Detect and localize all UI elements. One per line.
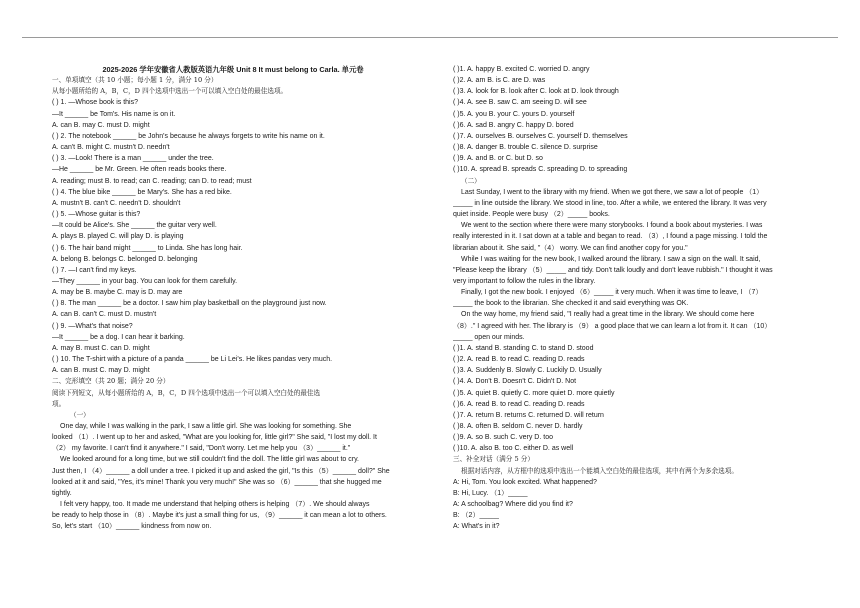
left-text-line: ( ) 3. —Look! There is a man ______ under the tree. [52,155,214,163]
right-text-line: ( )1. A. happy B. excited C. worried D. angry [453,66,590,73]
left-text-line: —It could be Alice's. She ______ the guitar very well. [52,222,217,230]
right-text-line: While I was waiting for the new book, I walked around the library. I saw a sign on the wall. It said, [461,255,761,263]
left-text-line: ( ) 10. The T-shirt with a picture of a panda ______ be Li Lei's. He likes pandas very much. [52,356,333,364]
right-text-line: _____ the book to the librarian. She checked it and said everything was OK. [453,300,689,308]
left-text-line: A. mustn't B. can't C. needn't D. shouldn't [52,199,181,207]
left-text-line: 一、单项填空（共 10 小题；每小题 1 分，满分 10 分） [52,76,218,85]
left-text-line: ( ) 6. The hair band might ______ to Linda. She has long hair. [52,244,243,252]
right-text-line: _____ open our minds. [453,333,525,341]
right-text-line: very important to follow the rules in the library. [453,277,596,285]
left-text-line: A. may B. must C. can D. might [52,344,150,352]
right-text-line: We went to the section where there were many storybooks. I found a book about mysteries. I was [461,222,763,230]
left-text-line: —He ______ be Mr. Green. He often reads books there. [52,166,227,174]
left-text-line: —They ______ in your bag. You can look for them carefully. [52,277,238,285]
right-text-line: 根据对话内容，从方框中的选项中选出一个能填入空白处的最佳选项，其中有两个为多余选项。 [461,466,738,475]
header-rule [22,37,838,38]
right-text-line: B: Hi, Lucy. （1）_____ [453,489,528,497]
right-text-line: ( )1. A. stand B. standing C. to stand D. stood [453,344,594,352]
left-column [52,64,414,533]
left-text-line: A. can B. may C. must D. might [52,121,150,129]
left-text-line: ( ) 7. —I can't find my keys. [52,266,137,274]
right-text-line: ( )5. A. you B. your C. yours D. yourself [453,110,575,118]
right-text-line: really interested in it. I sat down at a table and began to read. （3）, I found a page missing. I told the [453,233,768,241]
left-text-line: A. plays B. played C. will play D. is playing [52,233,184,241]
left-text-line: looked （1）. I went up to her and asked, "What are you looking for, little girl?" She said, "I lost my doll. It [52,434,377,442]
right-text-line: _____ in line outside the library. We stood in line, too. After a while, we entered the library. It was very [453,199,767,207]
left-text-line: I felt very happy, too. It made me understand that helping others is helping （7）. We should always [60,501,370,509]
right-text-line: librarian about it. She said, "（4） worry. We can find another copy for you." [453,244,688,252]
left-text-line: tightly. [52,489,72,497]
left-text-line: A. reading; must B. to read; can C. reading; can D. to read; must [52,177,252,185]
right-text-line: ( )2. A. am B. is C. are D. was [453,77,546,85]
left-text-line: A. can B. must C. may D. might [52,367,150,375]
left-text-line: So, let's start （10）______ kindness from now on. [52,523,212,531]
left-text-line: （一） [70,410,90,419]
right-text-line: A: Hi, Tom. You look excited. What happened? [453,478,597,486]
left-text-line: A. can't B. might C. mustn't D. needn't [52,144,170,152]
right-text-line: A: A schoolbag? Where did you find it? [453,501,573,509]
left-text-line: 从每小题所给的 A，B，C，D 四个选项中选出一个可以填入空白处的最佳选项。 [52,87,288,96]
right-text-line: ( )10. A. spread B. spreads C. spreading D. to spreading [453,166,628,174]
left-text-line: ( ) 1. —Whose book is this? [52,99,138,107]
left-text-line: A. can B. can't C. must D. mustn't [52,311,157,319]
right-text-line: （二） [461,176,481,185]
right-text-line: （8）." I agreed with her. The library is （9） a good place that we can learn a lot from it. It can （10） [453,322,772,330]
left-text-line: —It ______ be a dog. I can hear it barking. [52,333,185,341]
page-title: 2025-2026 学年安徽省人教版英语九年级 Unit 8 It must belong to Carla. 单元卷 [102,65,364,74]
right-text-line: ( )6. A. read B. to read C. reading D. reads [453,400,585,408]
right-column [453,64,809,533]
left-text-line: A. may be B. maybe C. may is D. may are [52,289,183,297]
right-text-line: ( )10. A. also B. too C. either D. as well [453,445,574,453]
right-text-line: ( )5. A. quiet B. quietly C. more quiet D. more quietly [453,389,615,397]
right-text-line: B: （2）_____ [453,512,499,520]
right-text-line: Last Sunday, I went to the library with my friend. When we got there, we saw a lot of people （1） [461,188,764,196]
left-text-line: （2） my favorite. I can't find it anywhere." I said, "Don't worry. Let me help you （3）______ it." [52,445,351,453]
left-text-line: ( ) 8. The man ______ be a doctor. I saw him play basketball on the playground just now. [52,300,327,308]
right-text-line: ( )7. A. return B. returns C. returned D. will return [453,411,604,419]
left-text-line: 二、完形填空（共 20 题；满分 20 分） [52,377,170,386]
left-text-line: ( ) 9. —What's that noise? [52,322,133,330]
right-text-line: On the way home, my friend said, "I really had a great time in the library. We should come here [461,311,755,319]
left-text-line: A. belong B. belongs C. belonged D. belonging [52,255,198,263]
left-text-line: 阅读下列短文，从每小题所给的 A，B，C，D 四个选项中选出一个可以填入空白处的最佳选 [52,388,321,397]
right-text-line: quiet inside. People were busy （2）_____ books. [453,211,610,219]
right-text-line: ( )3. A. look for B. look after C. look at D. look through [453,88,619,96]
right-text-line: ( )3. A. Suddenly B. Slowly C. Luckily D. Usually [453,367,602,375]
left-text-line: be ready to help those in （8）. Maybe it's just a small thing for us, （9）______ it can mean a lot to others. [52,512,387,520]
right-text-line: Finally, I got the new book. I enjoyed （6）_____ it very much. When it was time to leave, I （7） [461,289,763,297]
right-text-line: "Please keep the library （5）_____ and tidy. Don't talk loudly and don't leave rubbish." I thought it was [453,266,773,274]
right-text-line: 三、补全对话（满分 5 分） [453,455,534,464]
right-text-line: ( )9. A. and B. or C. but D. so [453,155,543,163]
right-text-line: ( )2. A. read B. to read C. reading D. reads [453,356,585,364]
left-text-line: Just then, I （4）______ a doll under a tree. I picked it up and asked the girl, "Is this （5）______ doll?" She [52,467,390,475]
left-text-line: —It ______ be Tom's. His name is on it. [52,110,176,118]
right-text-line: ( )6. A. sad B. angry C. happy D. bored [453,121,574,129]
right-text-line: ( )9. A. so B. such C. very D. too [453,434,553,442]
right-text-line: ( )4. A. see B. saw C. am seeing D. will see [453,99,587,107]
left-text-line: looked at it and said, "Yes, it's mine! Thank you very much!" She was so （6）______ that she hugged me [52,478,382,486]
left-text-line: One day, while I was walking in the park, I saw a little girl. She was looking for something. She [60,423,352,430]
right-text-line: A: What's in it? [453,523,500,531]
right-text-line: ( )8. A. often B. seldom C. never D. hardly [453,423,583,430]
left-text-line: ( ) 5. —Whose guitar is this? [52,211,141,219]
left-text-line: We looked around for a long time, but we still couldn't find the doll. The little girl was about to cry. [60,456,359,464]
right-text-line: ( )7. A. ourselves B. ourselves C. yourself D. themselves [453,132,628,140]
left-text-line: 项。 [52,399,66,408]
right-text-line: ( )8. A. danger B. trouble C. silence D. surprise [453,144,598,152]
left-text-line: ( ) 2. The notebook ______ be John's because he always forgets to write his name on it. [52,132,325,140]
right-text-line: ( )4. A. Don't B. Doesn't C. Didn't D. Not [453,378,577,386]
left-text-line: ( ) 4. The blue bike ______ be Mary's. She has a red bike. [52,188,232,196]
